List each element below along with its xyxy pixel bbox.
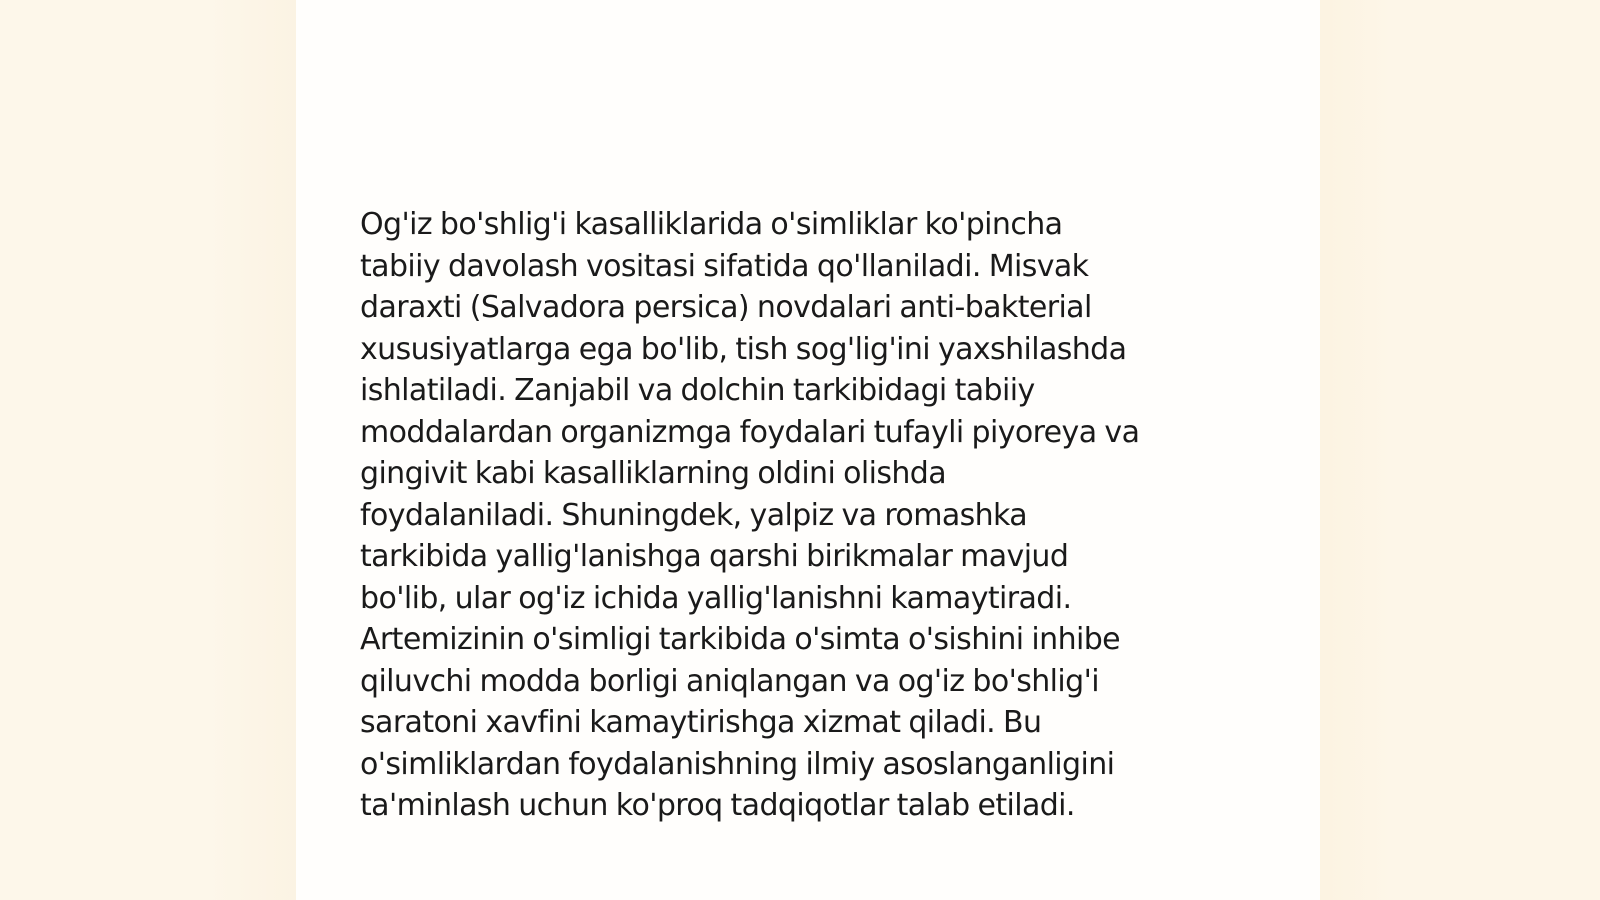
paragraph-line: daraxti (Salvadora persica) novdalari anti-bakterial	[360, 290, 1092, 325]
paragraph-line: gingivit kabi kasalliklarning oldini olishda	[360, 456, 947, 491]
paragraph-line: xususiyatlarga ega bo'lib, tish sog'lig'ini yaxshilashda	[360, 331, 1127, 367]
paragraph-line: ta'minlash uchun ko'proq tadqiqotlar talab etiladi.	[360, 788, 1075, 823]
paragraph-line: tarkibida yallig'lanishga qarshi birikmalar mavjud	[360, 539, 1069, 574]
left-margin-panel	[0, 0, 296, 900]
paragraph-line: moddalardan organizmga foydalari tufayli piyoreya va	[360, 414, 1140, 450]
paragraph-line: Artemizinin o'simligi tarkibida o'simta o'sishini inhibe	[360, 622, 1121, 657]
paragraph-line: qiluvchi modda borligi aniqlangan va og'iz bo'shlig'i	[360, 663, 1099, 699]
paragraph-line: o'simliklardan foydalanishning ilmiy asoslanganligini	[360, 746, 1115, 782]
paragraph-line: bo'lib, ular og'iz ichida yallig'lanishni kamaytiradi.	[360, 580, 1072, 616]
right-margin-panel	[1304, 0, 1600, 900]
paragraph-line: ishlatiladi. Zanjabil va dolchin tarkibidagi tabiiy	[360, 373, 1035, 408]
document-page	[296, 0, 1320, 900]
paragraph-line: Og'iz bo'shlig'i kasalliklarida o'simliklar ko'pincha	[360, 207, 1063, 242]
paragraph-line: tabiiy davolash vositasi sifatida qo'llaniladi. Misvak	[360, 248, 1089, 284]
paragraph-line: saratoni xavfini kamaytirishga xizmat qiladi. Bu	[360, 705, 1042, 740]
paragraph-line: foydalaniladi. Shuningdek, yalpiz va romashka	[360, 497, 1028, 533]
body-paragraph	[360, 204, 1250, 827]
